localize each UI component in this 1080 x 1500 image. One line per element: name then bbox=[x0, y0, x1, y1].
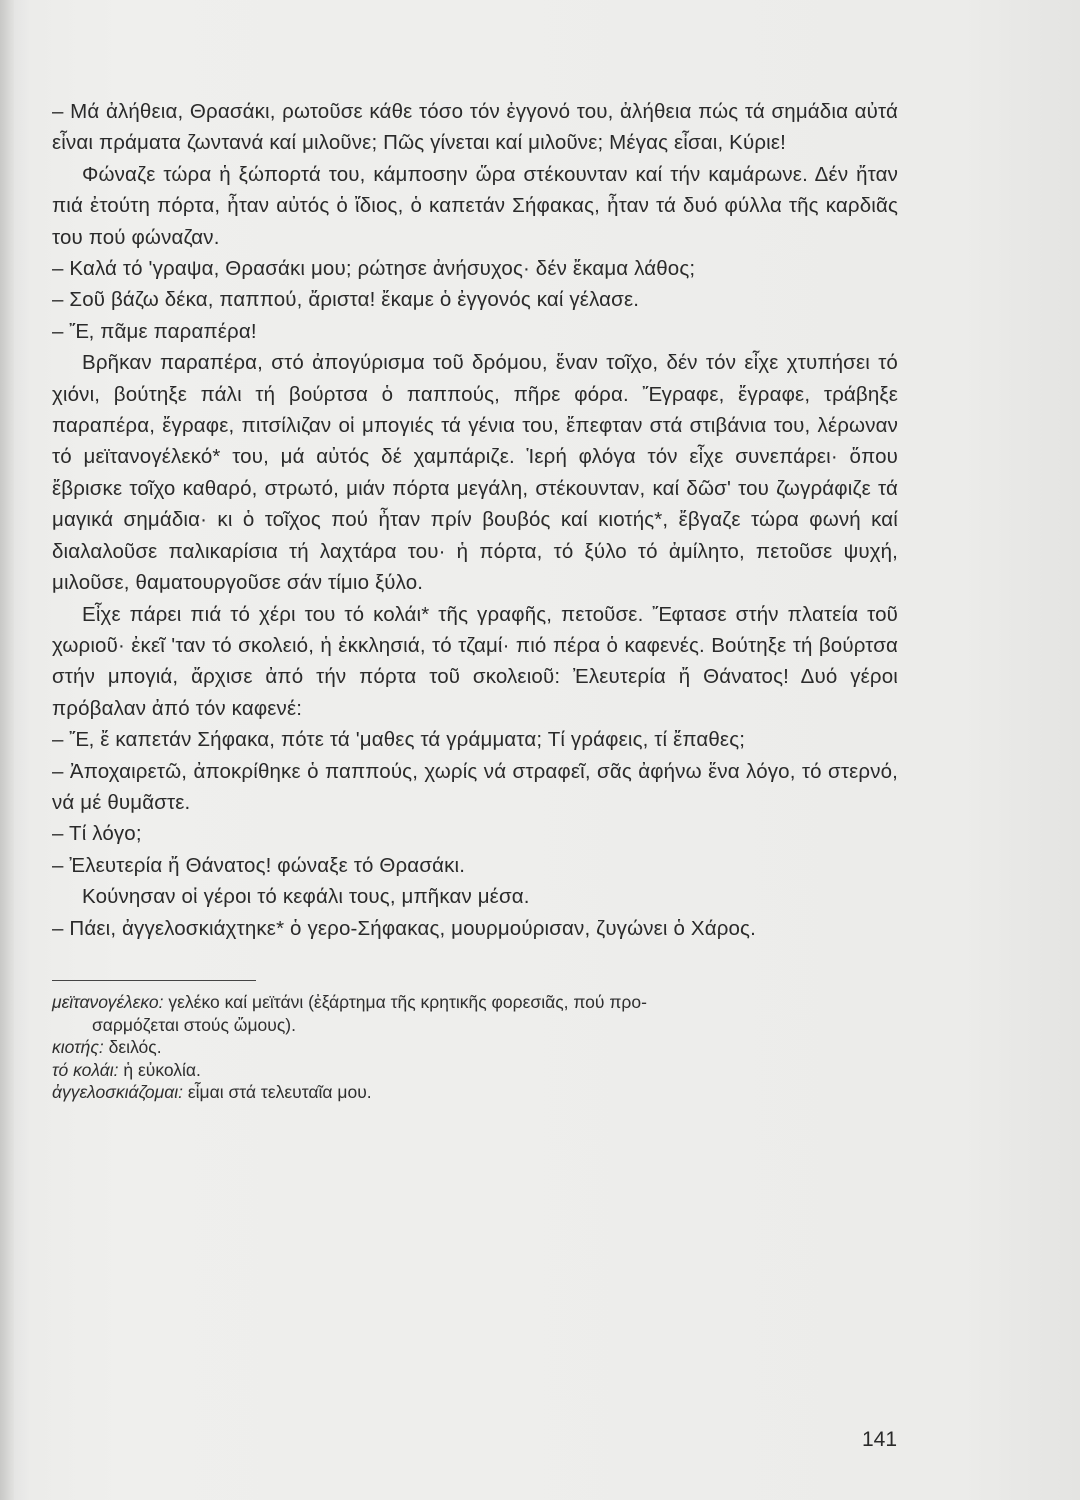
paragraph-5: – Ἔ, πᾶμε παραπέρα! bbox=[52, 319, 257, 343]
paragraph-3: – Καλά τό 'γραψα, Θρασάκι μου; ρώτησε ἀνήσυχος· δέν ἔκαμα λάθος; bbox=[52, 257, 696, 281]
footnotes bbox=[52, 991, 898, 1104]
paragraph-12: Κούνησαν οἱ γέροι τό κεφάλι τους, μπῆκαν μέσα. bbox=[82, 885, 530, 909]
paragraph-6: Βρῆκαν παραπέρα, στό ἀπογύρισμα τοῦ δρόμου, ἕναν τοῖχο, δέν τόν εἶχε χτυπήσει τό χιόνι, βούτηξε πάλι τή βούρτσα ὁ παππούς, πῆρε φόρα. Ἔγραφε, ἔγραφε, τράβηξε παραπέρα, ἔγραφε, πιτσίλιζαν οἱ μπογιές τά γένια του, ἔπεφταν στά στιβάνια του, λέρωναν τό μεϊτανογέλεκό* του, μά αὐτός δέ χαμπάριζε. Ἱερή φλόγα τόν εἶχε συνεπάρει· ὅπου ἔβρισκε τοῖχο καθαρό, στρωτό, μιάν πόρτα μεγάλη, στέκουνταν, καί δῶσ' του ζωγράφιζε τά μαγικά σημάδια· κι ὁ τοῖχος πού ἦταν πρίν βουβός καί κιοτής*, ἔβγαζε τώρα φωνή καί διαλαλοῦσε παλικαρίσια τή λαχτάρα του· ἡ πόρτα, τό ξύλο τό ἀμίλητο, πετοῦσε ψυχή, μιλοῦσε, θαματουργοῦσε σάν τίμιο ξύλο. bbox=[52, 351, 898, 595]
footnote-term: ἀγγελοσκιάζομαι: bbox=[52, 1082, 183, 1103]
paragraph-2: Φώναζε τώρα ἡ ξώπορτά του, κάμποσην ὥρα στέκουνταν καί τήν καμάρωνε. Δέν ἤταν πιά ἐτούτη πόρτα, ἦταν αὐτός ὁ ἴδιος, ὁ καπετάν Σήφακας, ἦταν τά δυό φύλλα τῆς καρδιᾶς του πού φώναζαν. bbox=[52, 162, 898, 249]
footnote-term: κιοτής: bbox=[52, 1037, 104, 1058]
footnote-2 bbox=[52, 1036, 898, 1059]
footnote-3 bbox=[52, 1059, 898, 1082]
page-number: 141 bbox=[862, 1428, 898, 1451]
footnote-definition: δειλός. bbox=[108, 1037, 162, 1058]
footnote-definition-continued: σαρμόζεται στούς ὤμους). bbox=[92, 1014, 296, 1035]
footnote-definition: εἶμαι στά τελευταῖα μου. bbox=[187, 1082, 372, 1103]
footnote-4 bbox=[52, 1081, 898, 1104]
paragraph-10: – Τί λόγο; bbox=[52, 822, 142, 846]
footnote-term: μεϊτανογέλεκο: bbox=[52, 991, 164, 1012]
paragraph-9: – Ἀποχαιρετῶ, ἀποκρίθηκε ὁ παππούς, χωρίς νά στραφεῖ, σᾶς ἀφήνω ἕνα λόγο, τό στερνό, νά μέ θυμᾶστε. bbox=[52, 759, 898, 814]
footnote-divider bbox=[52, 980, 256, 981]
paragraph-7: Εἶχε πάρει πιά τό χέρι του τό κολάι* τῆς γραφῆς, πετοῦσε. Ἔφτασε στήν πλατεία τοῦ χωριοῦ· ἐκεῖ 'ταν τό σκολειό, ἡ ἐκκλησιά, τό τζαμί· πιό πέρα ὁ καφενές. Βούτηξε τή βούρτσα στήν μπογιά, ἄρχισε ἀπό τήν πόρτα τοῦ σκολειοῦ: Ἐλευτερία ἤ Θάνατος! Δυό γέροι πρόβαλαν ἀπό τόν καφενέ: bbox=[52, 602, 898, 720]
footnote-definition: γελέκο καί μεϊτάνι (ἐξάρτημα τῆς κρητικῆς φορεσιᾶς, πού προ- bbox=[168, 991, 647, 1012]
footnote-term: τό κολάι: bbox=[52, 1059, 119, 1080]
paragraph-13: – Πάει, ἀγγελοσκιάχτηκε* ὁ γερο-Σήφακας, μουρμούρισαν, ζυγώνει ὁ Χάρος. bbox=[52, 916, 756, 940]
footnote-1 bbox=[52, 991, 898, 1036]
paragraph-1: – Μά ἀλήθεια, Θρασάκι, ρωτοῦσε κάθε τόσο τόν ἐγγονό του, ἀλήθεια πώς τά σημάδια αὐτά εἶναι πράματα ζωντανά καί μιλοῦνε; Πῶς γίνεται καί μιλοῦνε; Μέγας εἶσαι, Κύριε! bbox=[52, 100, 898, 155]
footnote-definition: ἡ εὐκολία. bbox=[123, 1059, 201, 1080]
paragraph-11: – Ἐλευτερία ἤ Θάνατος! φώναξε τό Θρασάκι. bbox=[52, 853, 466, 877]
page-body bbox=[52, 96, 898, 1104]
page-spine-shadow bbox=[0, 0, 14, 1500]
paragraph-4: – Σοῦ βάζω δέκα, παππού, ἄριστα! ἔκαμε ὁ ἐγγονός καί γέλασε. bbox=[52, 288, 640, 312]
paragraph-8: – Ἔ, ἔ καπετάν Σήφακα, πότε τά 'μαθες τά γράμματα; Τί γράφεις, τί ἔπαθες; bbox=[52, 728, 746, 752]
